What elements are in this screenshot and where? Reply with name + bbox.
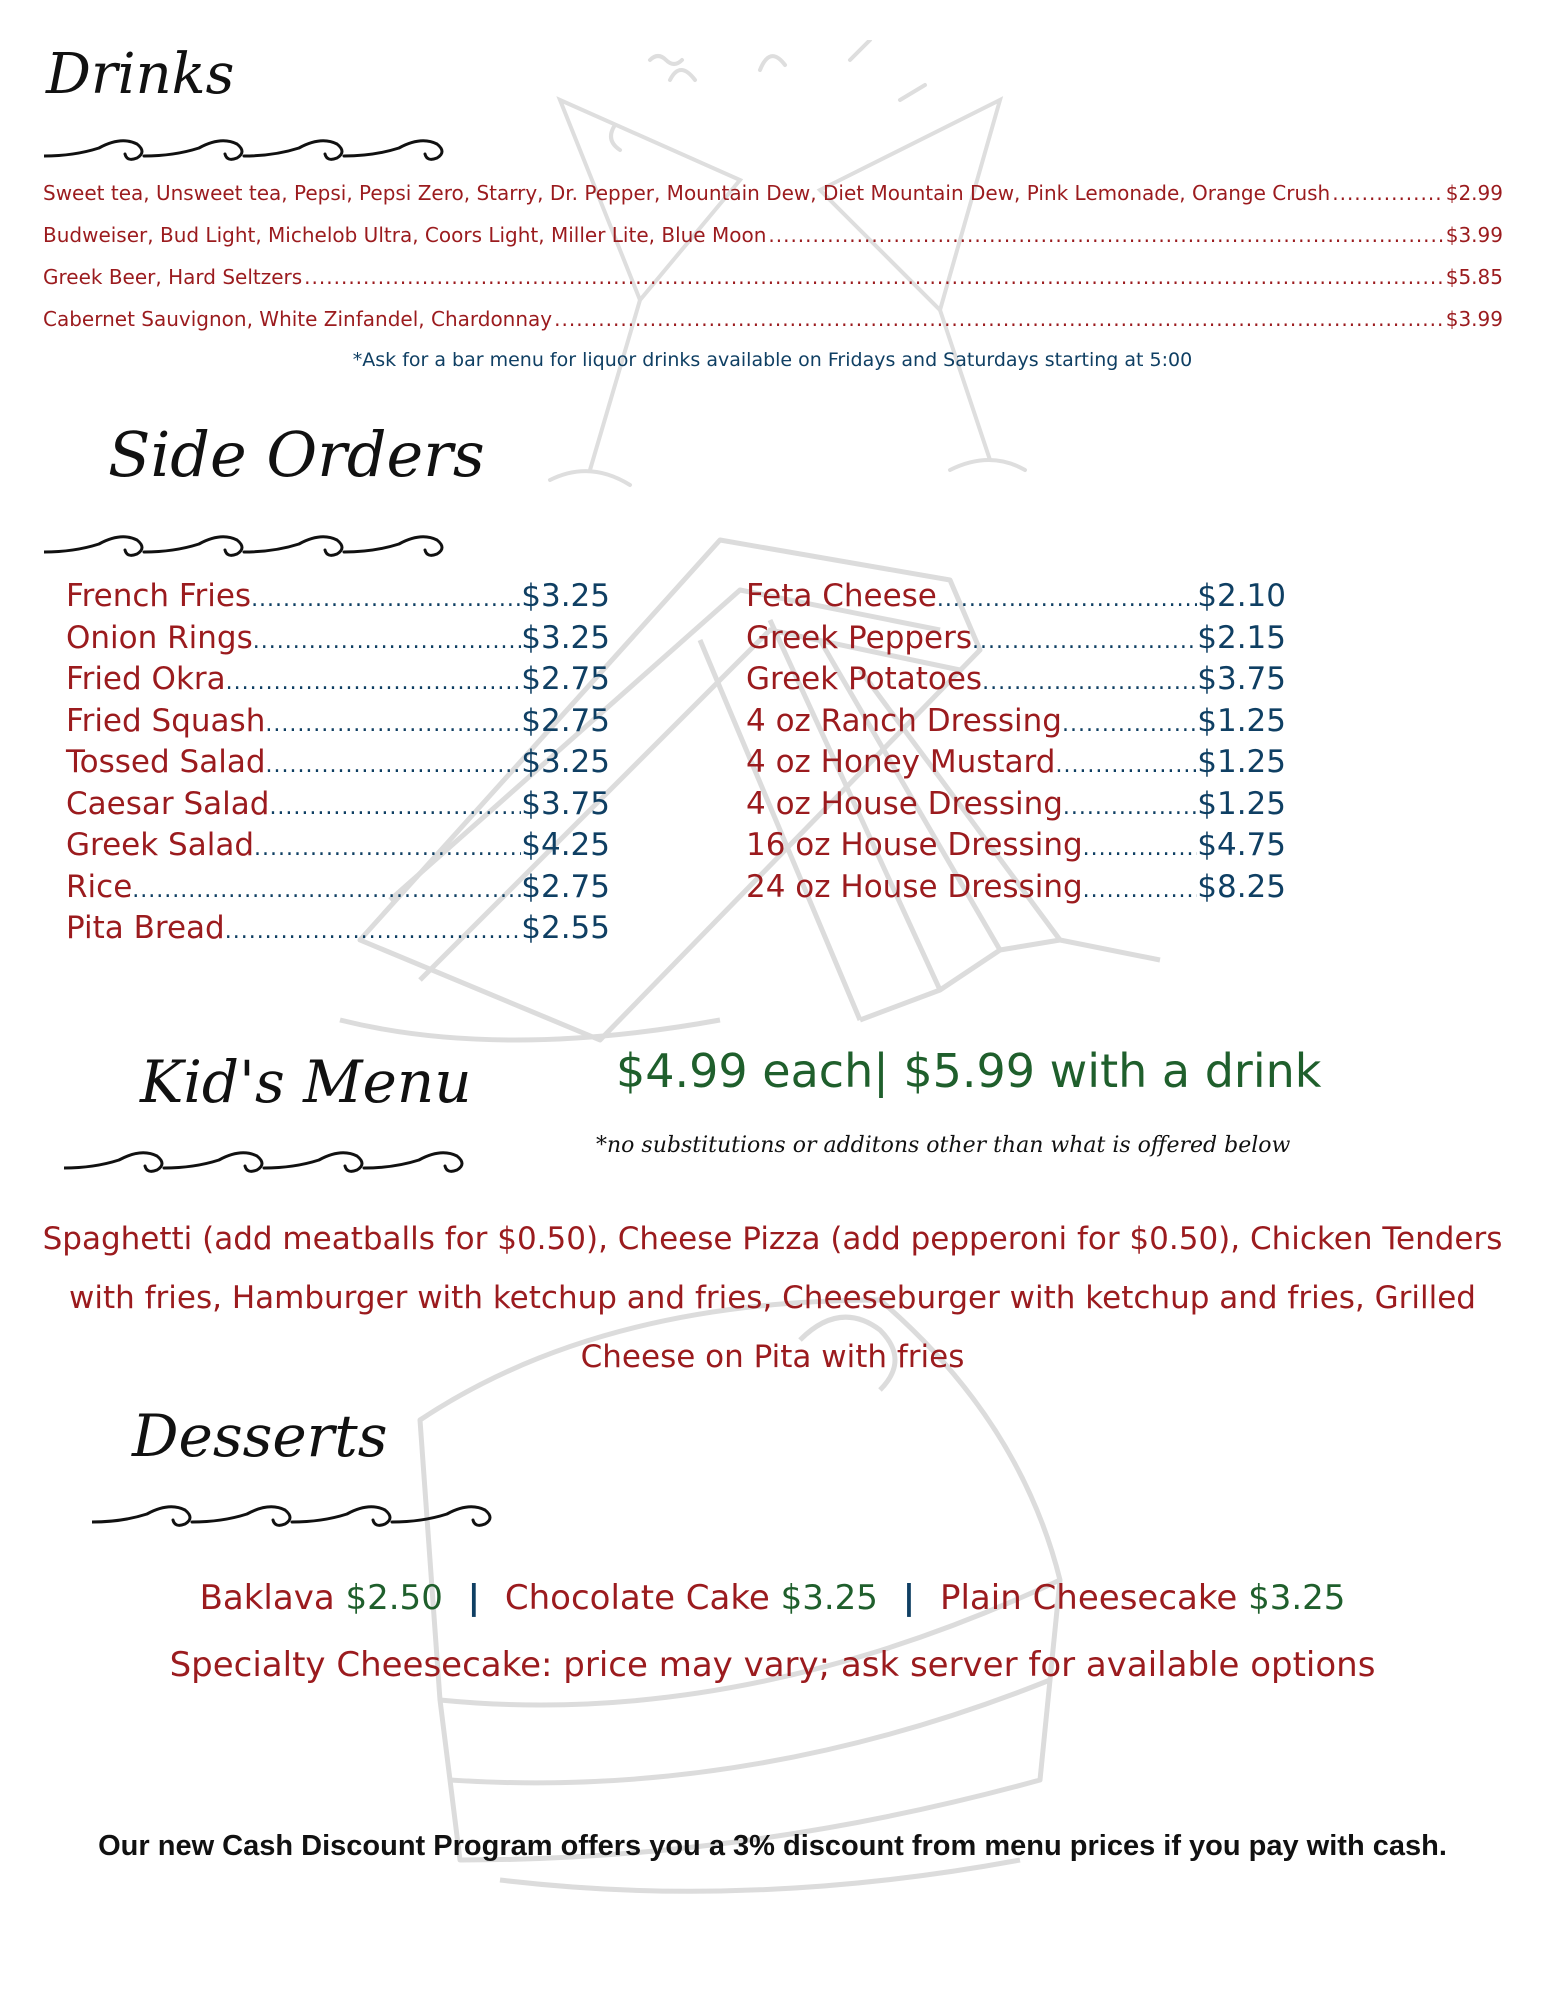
dot-leader (269, 795, 521, 820)
dot-leader (1083, 836, 1198, 861)
side-price: $2.75 (521, 661, 610, 697)
list-item (66, 744, 610, 786)
list-item (66, 786, 610, 828)
dessert-separator: | (467, 1578, 481, 1618)
specialty-cheesecake-note: Specialty Cheesecake: price may vary; ask server for available options (169, 1645, 1376, 1685)
dot-leader (1055, 753, 1197, 778)
cash-discount-footer: Our new Cash Discount Program offers you a 3% discount from menu prices if you pay with cash. (98, 1830, 1447, 1862)
drink-price: $3.99 (1445, 307, 1503, 331)
side-price: $4.25 (521, 827, 610, 863)
list-item (746, 869, 1286, 911)
side-name: Feta Cheese (746, 578, 937, 614)
drinks-list (43, 181, 1503, 349)
side-price: $2.75 (521, 702, 610, 739)
side-price: $1.25 (1197, 744, 1286, 780)
side-name: Caesar Salad (66, 785, 270, 822)
drink-name: Budweiser, Bud Light, Michelob Ultra, Coors Light, Miller Lite, Blue Moon (43, 223, 767, 247)
drink-price: $2.99 (1445, 181, 1503, 205)
list-item (66, 620, 610, 662)
desserts-line (0, 1578, 1545, 1618)
dot-leader (253, 629, 521, 654)
dot-leader (225, 919, 522, 944)
side-price: $2.75 (521, 868, 610, 905)
side-name: 24 oz House Dressing (746, 868, 1083, 905)
drink-price: $5.85 (1445, 265, 1503, 289)
list-item (43, 181, 1503, 223)
list-item (746, 703, 1286, 745)
dessert-price: $2.50 (345, 1578, 443, 1618)
side-name: Onion Rings (66, 619, 253, 656)
dessert-separator: | (902, 1578, 916, 1618)
dessert-name: Plain Cheesecake (939, 1578, 1238, 1618)
dot-leader (251, 587, 521, 612)
side-name: 4 oz Ranch Dressing (746, 702, 1062, 739)
list-item (66, 578, 610, 620)
kids-menu-items: Spaghetti (add meatballs for $0.50), Cheese Pizza (add pepperoni for $0.50), Chicken Tenders with fries, Hamburger with ketchup and fries, Cheeseburger with ketchup and fries, Grilled Cheese on Pita with fries (42, 1221, 1503, 1375)
side-price: $4.75 (1197, 827, 1286, 863)
side-price: $2.55 (521, 910, 610, 946)
swirl-divider-icon (44, 514, 484, 560)
dot-leader (1062, 712, 1197, 737)
kids-menu-heading: Kid's Menu (140, 1048, 472, 1116)
side-name: French Fries (66, 578, 252, 614)
drink-price: $3.99 (1445, 223, 1503, 247)
side-name: Greek Peppers (746, 619, 973, 656)
side-name: Fried Squash (66, 702, 266, 739)
list-item (746, 620, 1286, 662)
dot-leader (1083, 878, 1198, 903)
side-name: Greek Salad (66, 827, 254, 863)
dot-leader (304, 265, 1444, 289)
side-orders-left-column (66, 578, 610, 952)
dessert-price: $3.25 (1248, 1578, 1346, 1618)
side-name: Pita Bread (66, 910, 225, 946)
dot-leader (1063, 795, 1197, 820)
dot-leader (132, 878, 521, 903)
dessert-name: Chocolate Cake (504, 1578, 770, 1618)
kids-menu-price: $4.99 each| $5.99 with a drink (616, 1044, 1322, 1098)
list-item (66, 869, 610, 911)
dot-leader (937, 587, 1197, 612)
side-price: $3.75 (1197, 661, 1286, 697)
side-price: $3.75 (521, 785, 610, 822)
dot-leader (265, 712, 521, 737)
side-name: Tossed Salad (66, 744, 266, 780)
dot-leader (554, 307, 1444, 331)
dot-leader (1332, 181, 1444, 205)
side-price: $2.15 (1197, 619, 1286, 656)
list-item (43, 307, 1503, 349)
list-item (746, 578, 1286, 620)
dot-leader (972, 629, 1197, 654)
list-item (746, 661, 1286, 703)
list-item (43, 265, 1503, 307)
list-item (66, 910, 610, 952)
side-price: $3.25 (521, 619, 610, 656)
side-name: 4 oz House Dressing (746, 785, 1063, 822)
desserts-heading: Desserts (132, 1402, 388, 1470)
side-price: $3.25 (521, 578, 610, 614)
drinks-note: *Ask for a bar menu for liquor drinks available on Fridays and Saturdays starting at 5:00 (352, 349, 1193, 371)
side-name: Fried Okra (66, 661, 226, 697)
side-price: $8.25 (1197, 868, 1286, 905)
drink-name: Sweet tea, Unsweet tea, Pepsi, Pepsi Zero, Starry, Dr. Pepper, Mountain Dew, Diet Mountain Dew, Pink Lemonade, Orange Crush (43, 181, 1331, 205)
side-name: 4 oz Honey Mustard (746, 744, 1056, 780)
drink-name: Cabernet Sauvignon, White Zinfandel, Chardonnay (43, 307, 553, 331)
kids-menu-note: *no substitutions or additons other than what is offered below (596, 1133, 1291, 1158)
swirl-divider-icon (92, 1484, 532, 1530)
drinks-heading: Drinks (46, 42, 235, 107)
side-price: $1.25 (1197, 785, 1286, 822)
list-item (746, 744, 1286, 786)
dot-leader (226, 670, 522, 695)
dot-leader (768, 223, 1443, 247)
dessert-price: $3.25 (780, 1578, 878, 1618)
side-price: $1.25 (1197, 702, 1286, 739)
list-item (66, 661, 610, 703)
side-price: $3.25 (521, 744, 610, 780)
dot-leader (266, 753, 522, 778)
side-price: $2.10 (1197, 578, 1286, 614)
list-item (746, 827, 1286, 869)
list-item (746, 786, 1286, 828)
swirl-divider-icon (44, 118, 484, 164)
side-name: 16 oz House Dressing (746, 827, 1083, 863)
side-name: Greek Potatoes (746, 661, 983, 697)
side-name: Rice (66, 868, 133, 905)
side-orders-heading: Side Orders (108, 418, 485, 491)
list-item (66, 703, 610, 745)
drink-name: Greek Beer, Hard Seltzers (43, 265, 303, 289)
dot-leader (982, 670, 1197, 695)
list-item (43, 223, 1503, 265)
dot-leader (254, 836, 521, 861)
dessert-name: Baklava (199, 1578, 335, 1618)
list-item (66, 827, 610, 869)
swirl-divider-icon (64, 1130, 504, 1176)
side-orders-right-column (746, 578, 1286, 910)
